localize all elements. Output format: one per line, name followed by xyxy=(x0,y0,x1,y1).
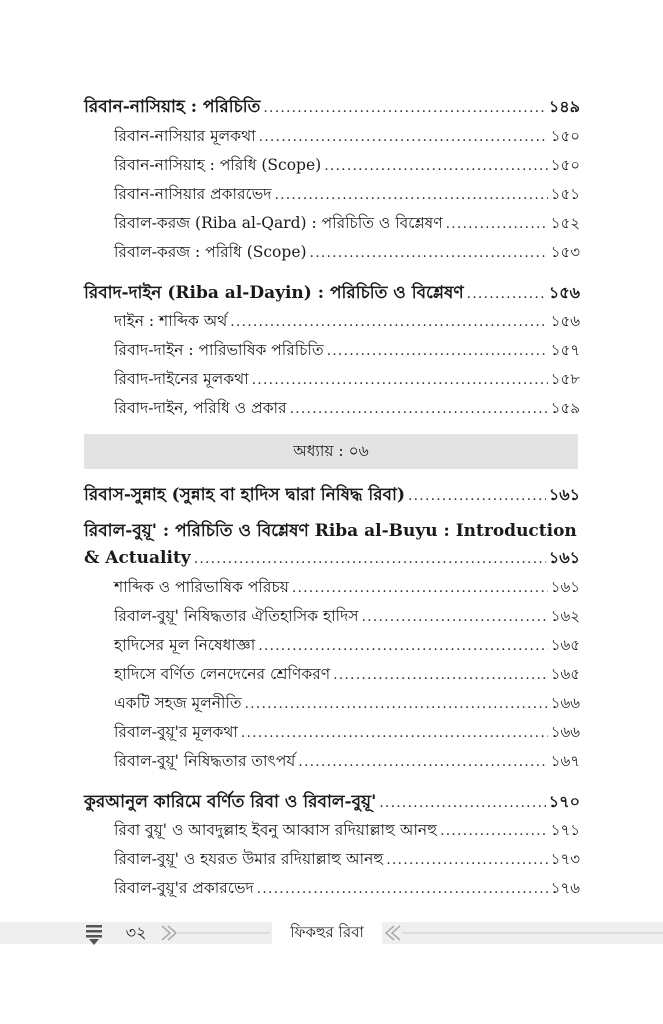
toc-entry[interactable]: দাইন : শাব্দিক অর্থ ..... ১৫৬ xyxy=(114,309,580,335)
toc-entry[interactable]: রিবাল-করজ (Riba al-Qard) : পরিচিতি ও বিশ্লেষণ ..... ১৫২ xyxy=(114,211,580,237)
toc-entry-title-line[interactable]: রিবাল-বুয়ূ' : পরিচিতি ও বিশ্লেষণ Riba al-Buyu : Introduction xyxy=(84,521,577,541)
toc-entry[interactable]: রিবাদ-দাইনের মূলকথা ..... ১৫৮ xyxy=(114,367,580,393)
toc-entry[interactable]: রিবাদ-দাইন (Riba al-Dayin) : পরিচিতি ও বিশ্লেষণ ..... ১৫৬ xyxy=(84,280,580,308)
toc-entry[interactable]: রিবান-নাসিয়ার মূলকথা ..... ১৫০ xyxy=(114,124,580,150)
toc-entry[interactable]: রিবাল-বুয়ূ' নিষিদ্ধতার ঐতিহাসিক হাদিস ..... ১৬২ xyxy=(114,604,580,630)
toc-entry[interactable]: রিবান-নাসিয়ার প্রকারভেদ ..... ১৫১ xyxy=(114,182,580,208)
toc-entry[interactable]: রিবাল-বুয়ূ'র প্রকারভেদ ..... ১৭৬ xyxy=(114,876,580,902)
toc-entry[interactable]: রিবাল-বুয়ূ' নিষিদ্ধতার তাৎপর্য ..... ১৬৭ xyxy=(114,749,580,775)
chapter-heading-text: অধ্যায় : ০৬ xyxy=(293,441,369,460)
toc-entry[interactable]: শাব্দিক ও পারিভাষিক পরিচয় ..... ১৬১ xyxy=(114,575,580,601)
toc-entry[interactable]: রিবাল-বুয়ূ' ও হযরত উমার রদিয়াল্লাহু আনহু ..... ১৭৩ xyxy=(114,847,580,873)
book-list-icon xyxy=(84,920,106,946)
toc-entry[interactable]: রিবাদ-দাইন, পরিধি ও প্রকার ..... ১৫৯ xyxy=(114,396,580,422)
toc-entry[interactable]: রিবা বুয়ূ' ও আবদুল্লাহ ইবনু আব্বাস রদিয়াল্লাহু আনহু ..... ১৭১ xyxy=(114,818,580,844)
toc-entry[interactable]: একটি সহজ মূলনীতি ..... ১৬৬ xyxy=(114,691,580,717)
chapter-heading xyxy=(84,434,578,469)
toc-entry[interactable]: হাদিসে বর্ণিত লেনদেনের শ্রেণিকরণ ..... ১৬৫ xyxy=(114,662,580,688)
toc-entry[interactable]: রিবাল-করজ : পরিধি (Scope) ..... ১৫৩ xyxy=(114,240,580,266)
toc-entry[interactable]: রিবাল-বুয়ূ'র মূলকথা ..... ১৬৬ xyxy=(114,720,580,746)
toc-entry[interactable]: রিবাস-সুন্নাহ (সুন্নাহ বা হাদিস দ্বারা নিষিদ্ধ রিবা) ..... ১৬১ xyxy=(84,482,580,510)
toc-entry[interactable]: রিবাদ-দাইন : পারিভাষিক পরিচিতি ..... ১৫৭ xyxy=(114,338,580,364)
footer-chevron-right-icon xyxy=(160,924,270,942)
book-title: ফিকহুর রিবা xyxy=(272,918,382,948)
footer-chevron-left-icon xyxy=(384,924,663,942)
toc-entry[interactable]: হাদিসের মূল নিষেধাজ্ঞা ..... ১৬৫ xyxy=(114,633,580,659)
toc-entry[interactable]: রিবান-নাসিয়াহ : পরিধি (Scope) ..... ১৫০ xyxy=(114,153,580,179)
page-footer xyxy=(0,918,663,948)
toc-entry[interactable]: কুরআনুল কারিমে বর্ণিত রিবা ও রিবাল-বুয়ূ' ..... ১৭০ xyxy=(84,789,580,817)
toc-entry[interactable]: & Actuality ..... ১৬১ xyxy=(84,545,580,572)
toc-entry[interactable]: রিবান-নাসিয়াহ : পরিচিতি ..... ১৪৯ xyxy=(84,94,580,122)
page-number: ৩২ xyxy=(125,922,147,942)
